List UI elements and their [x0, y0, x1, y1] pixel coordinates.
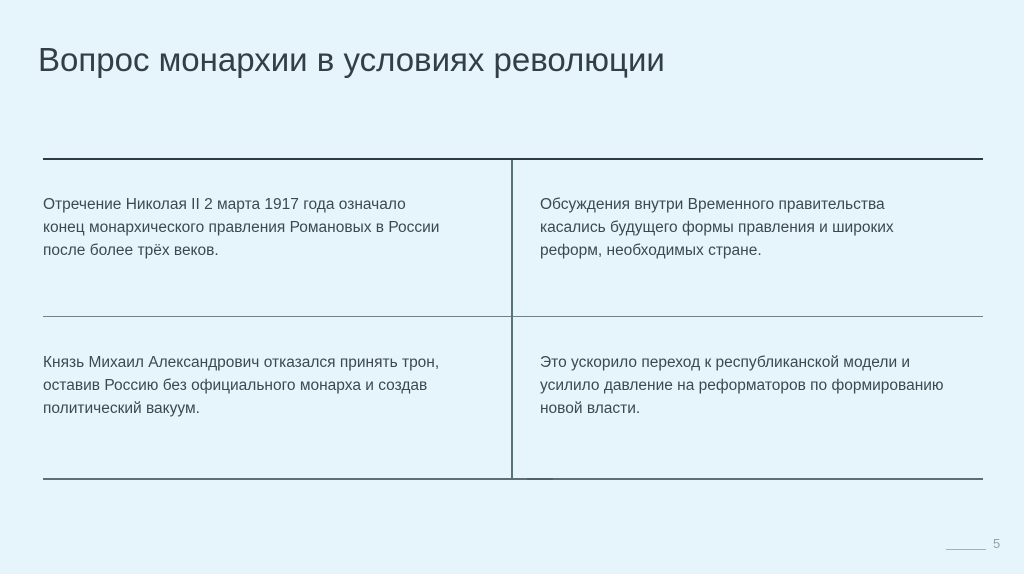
- table-cell-bottom-left: [43, 351, 498, 420]
- page-number: 5: [993, 536, 1001, 551]
- slide-title: Вопрос монархии в условиях революции: [38, 41, 665, 78]
- cell-text-line: Это ускорило переход к республиканской модели и: [540, 354, 911, 371]
- table-cell-top-right: [540, 193, 980, 262]
- cell-text-line: новой власти.: [540, 400, 641, 417]
- cell-text-line: касались будущего формы правления и широких: [540, 219, 894, 236]
- table-row-divider: [43, 316, 983, 317]
- cell-text-line: политический вакуум.: [43, 400, 200, 417]
- page-number-rule: [946, 549, 986, 550]
- cell-text-line: конец монархического правления Романовых в России: [43, 219, 440, 236]
- table-divider-accent: [527, 478, 553, 480]
- table-cell-top-left: [43, 193, 498, 262]
- table-column-divider: [511, 160, 513, 479]
- cell-text-line: после более трёх веков.: [43, 242, 219, 259]
- cell-text-line: усилило давление на реформаторов по формированию: [540, 377, 944, 394]
- table-cell-bottom-right: [540, 351, 995, 420]
- cell-text-line: Обсуждения внутри Временного правительства: [540, 196, 885, 213]
- table-bottom-border: [43, 478, 983, 480]
- cell-text-line: оставив Россию без официального монарха и создав: [43, 377, 428, 394]
- cell-text-line: Князь Михаил Александрович отказался принять трон,: [43, 354, 440, 371]
- cell-text-line: реформ, необходимых стране.: [540, 242, 762, 259]
- table-top-border: [43, 158, 983, 160]
- cell-text-line: Отречение Николая II 2 марта 1917 года означало: [43, 196, 406, 213]
